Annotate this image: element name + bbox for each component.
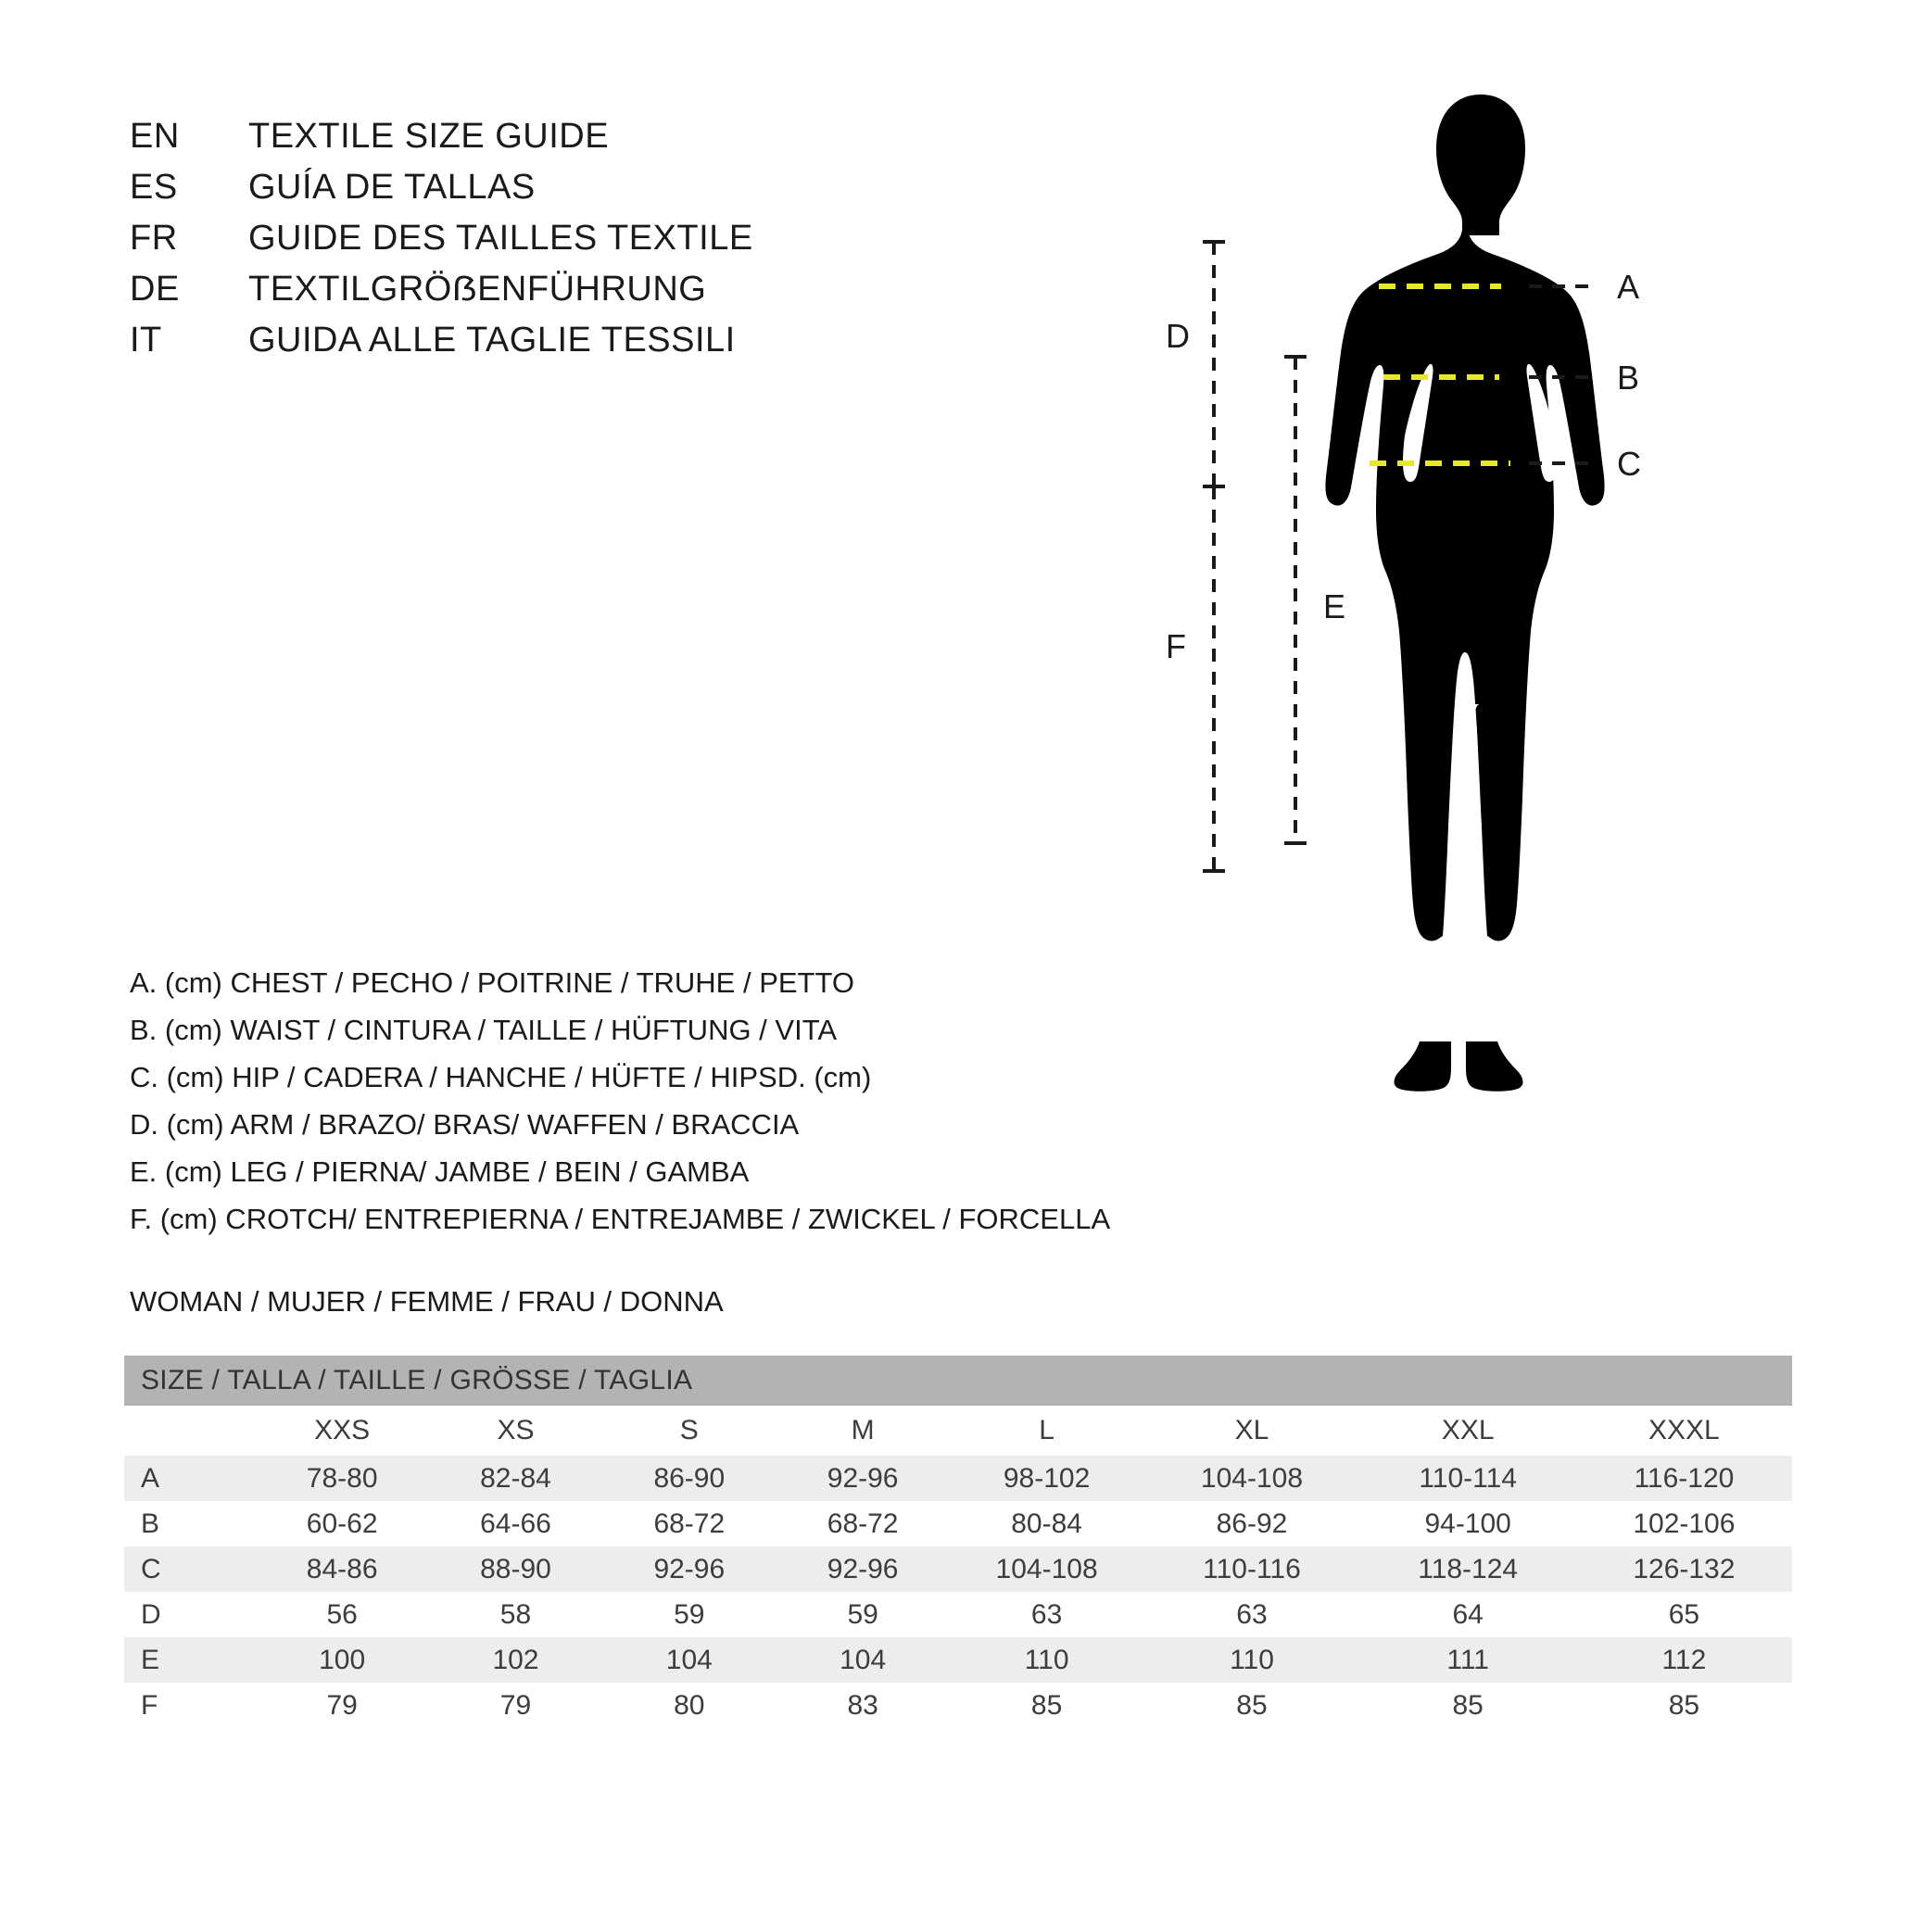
title-block <box>130 117 964 372</box>
cell: 68-72 <box>602 1501 776 1546</box>
cell: 88-90 <box>429 1546 602 1592</box>
title-lang-de: DE <box>130 270 180 309</box>
cell: 85 <box>1360 1683 1576 1728</box>
cell: 98-102 <box>950 1456 1144 1501</box>
title-row <box>130 117 964 168</box>
col-head-xl: XL <box>1143 1406 1359 1456</box>
row-label-a: A <box>124 1456 255 1501</box>
cell: 65 <box>1576 1592 1792 1637</box>
cell: 110 <box>1143 1637 1359 1683</box>
col-head-xxs: XXS <box>255 1406 428 1456</box>
legend-item-f: F. (cm) CROTCH/ ENTREPIERNA / ENTREJAMBE / ZWICKEL / FORCELLA <box>130 1203 1111 1235</box>
cell: 58 <box>429 1592 602 1637</box>
legend-item-b: B. (cm) WAIST / CINTURA / TAILLE / HÜFTUNG / VITA <box>130 1014 838 1046</box>
title-text-en: TEXTILE SIZE GUIDE <box>248 117 610 156</box>
title-row <box>130 168 964 219</box>
legend-item-c: C. (cm) HIP / CADERA / HANCHE / HÜFTE / HIPSD. (cm) <box>130 1061 872 1093</box>
title-row <box>130 219 964 270</box>
col-head-s: S <box>602 1406 776 1456</box>
bracket-label-d: D <box>1166 317 1190 355</box>
col-head-blank <box>124 1406 255 1456</box>
cell: 100 <box>255 1637 428 1683</box>
cell: 92-96 <box>602 1546 776 1592</box>
table-row <box>124 1546 1792 1592</box>
row-label-c: C <box>124 1546 255 1592</box>
cell: 64-66 <box>429 1501 602 1546</box>
cell: 79 <box>429 1683 602 1728</box>
cell: 104 <box>602 1637 776 1683</box>
cell: 84-86 <box>255 1546 428 1592</box>
bracket-label-f: F <box>1166 627 1186 665</box>
callout-label-a: A <box>1617 268 1640 306</box>
cell: 63 <box>1143 1592 1359 1637</box>
cell: 102-106 <box>1576 1501 1792 1546</box>
cell: 126-132 <box>1576 1546 1792 1592</box>
cell: 116-120 <box>1576 1456 1792 1501</box>
cell: 78-80 <box>255 1456 428 1501</box>
bracket-e <box>1284 357 1307 843</box>
cell: 102 <box>429 1637 602 1683</box>
woman-silhouette-icon <box>1325 95 1604 1092</box>
cell: 112 <box>1576 1637 1792 1683</box>
cell: 118-124 <box>1360 1546 1576 1592</box>
cell: 63 <box>950 1592 1144 1637</box>
cell: 59 <box>776 1592 949 1637</box>
cell: 92-96 <box>776 1456 949 1501</box>
title-text-fr: GUIDE DES TAILLES TEXTILE <box>248 219 753 258</box>
title-text-es: GUÍA DE TALLAS <box>248 168 536 207</box>
cell: 85 <box>950 1683 1144 1728</box>
cell: 80-84 <box>950 1501 1144 1546</box>
table-row <box>124 1683 1792 1728</box>
cell: 104 <box>776 1637 949 1683</box>
title-text-it: GUIDA ALLE TAGLIE TESSILI <box>248 321 736 360</box>
group-label: WOMAN / MUJER / FEMME / FRAU / DONNA <box>130 1285 724 1318</box>
title-row <box>130 321 964 372</box>
title-lang-es: ES <box>130 168 178 207</box>
cell: 64 <box>1360 1592 1576 1637</box>
cell: 56 <box>255 1592 428 1637</box>
cell: 59 <box>602 1592 776 1637</box>
cell: 68-72 <box>776 1501 949 1546</box>
bracket-f <box>1203 486 1225 871</box>
callout-label-c: C <box>1617 445 1641 483</box>
cell: 82-84 <box>429 1456 602 1501</box>
table-column-headers <box>124 1406 1792 1456</box>
cell: 94-100 <box>1360 1501 1576 1546</box>
title-lang-en: EN <box>130 117 180 156</box>
col-head-xs: XS <box>429 1406 602 1456</box>
row-label-e: E <box>124 1637 255 1683</box>
cell: 86-90 <box>602 1456 776 1501</box>
legend-item-d: D. (cm) ARM / BRAZO/ BRAS/ WAFFEN / BRACCIA <box>130 1108 800 1141</box>
cell: 85 <box>1576 1683 1792 1728</box>
cell: 104-108 <box>950 1546 1144 1592</box>
cell: 111 <box>1360 1637 1576 1683</box>
row-label-b: B <box>124 1501 255 1546</box>
cell: 85 <box>1143 1683 1359 1728</box>
cell: 92-96 <box>776 1546 949 1592</box>
title-lang-it: IT <box>130 321 162 360</box>
size-table <box>124 1356 1792 1728</box>
table-row <box>124 1637 1792 1683</box>
table-row <box>124 1592 1792 1637</box>
col-head-m: M <box>776 1406 949 1456</box>
table-row <box>124 1501 1792 1546</box>
cell: 86-92 <box>1143 1501 1359 1546</box>
cell: 110-116 <box>1143 1546 1359 1592</box>
cell: 83 <box>776 1683 949 1728</box>
legend-block <box>130 959 1223 1243</box>
table-row <box>124 1456 1792 1501</box>
row-label-f: F <box>124 1683 255 1728</box>
bracket-d <box>1203 242 1225 486</box>
col-head-xxl: XXL <box>1360 1406 1576 1456</box>
bracket-label-e: E <box>1323 587 1346 625</box>
callout-label-b: B <box>1617 359 1640 397</box>
cell: 60-62 <box>255 1501 428 1546</box>
row-label-d: D <box>124 1592 255 1637</box>
cell: 104-108 <box>1143 1456 1359 1501</box>
table-header-bar <box>124 1356 1792 1406</box>
title-row <box>130 270 964 321</box>
legend-item-a: A. (cm) CHEST / PECHO / POITRINE / TRUHE / PETTO <box>130 966 854 999</box>
cell: 80 <box>602 1683 776 1728</box>
title-lang-fr: FR <box>130 219 178 258</box>
table-header-bar-text: SIZE / TALLA / TAILLE / GRÖSSE / TAGLIA <box>124 1356 1792 1406</box>
cell: 110-114 <box>1360 1456 1576 1501</box>
col-head-xxxl: XXXL <box>1576 1406 1792 1456</box>
cell: 110 <box>950 1637 1144 1683</box>
title-text-de: TEXTILGRÖẞENFÜHRUNG <box>248 270 707 309</box>
legend-item-e: E. (cm) LEG / PIERNA/ JAMBE / BEIN / GAMBA <box>130 1155 750 1188</box>
cell: 79 <box>255 1683 428 1728</box>
col-head-l: L <box>950 1406 1144 1456</box>
